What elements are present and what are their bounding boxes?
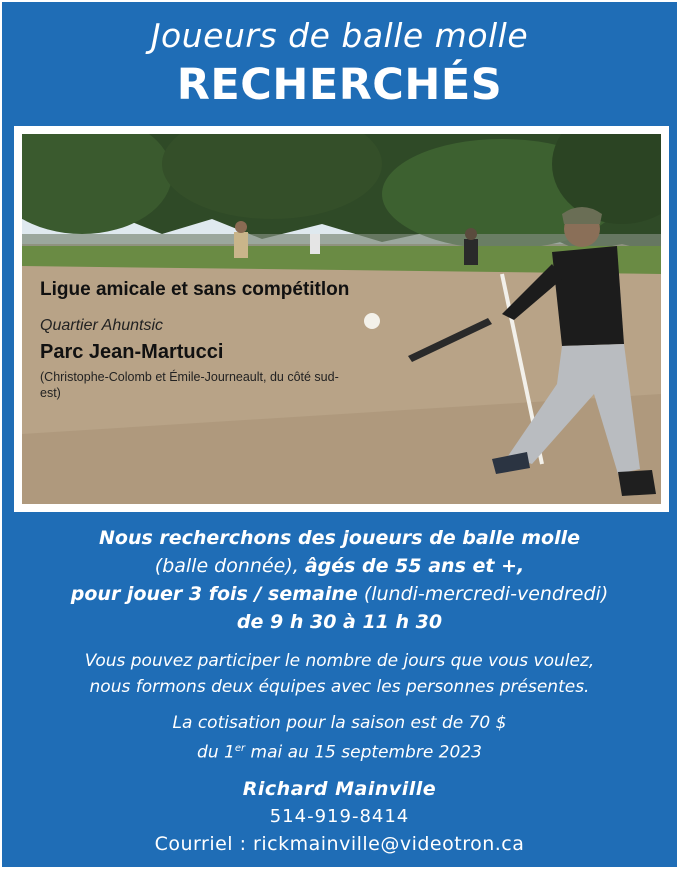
- quarter-text: Quartier Ahuntsic: [40, 317, 164, 334]
- body-line-2b: âgés de 55 ans et +,: [304, 555, 525, 577]
- fee-line-1: La cotisation pour la saison est de 70 $: [172, 713, 507, 733]
- contact-email: Courriel : rickmainville@videotron.ca: [154, 832, 525, 855]
- contact-phone: 514-919-8414: [269, 805, 410, 827]
- contact-name: Richard Mainville: [242, 777, 437, 800]
- photo-caption: [40, 279, 460, 401]
- body-line-3b: (lundi-mercredi-vendredi): [357, 583, 609, 605]
- poster: [2, 2, 677, 867]
- body-line-1: Nous recherchons des joueurs de balle molle: [98, 527, 581, 549]
- fee-line-2a: du 1: [197, 742, 235, 763]
- title-line-1: Joueurs de balle molle: [150, 16, 529, 55]
- park-address: (Christophe-Colomb et Émile-Journeault, du côté sud-est): [40, 370, 339, 400]
- title-line-2: RECHERCHÉS: [176, 60, 503, 110]
- softball-photo: [22, 134, 661, 504]
- body-line-4: de 9 h 30 à 11 h 30: [236, 611, 443, 633]
- league-text: Ligue amicale et sans compétitlon: [40, 279, 350, 300]
- participation-line-2: nous formons deux équipes avec les personnes présentes.: [89, 677, 590, 697]
- body-line-2a: (balle donnée),: [154, 555, 305, 577]
- park-name: Parc Jean-Martucci: [40, 341, 224, 363]
- participation-paragraph: [2, 648, 677, 700]
- body-line-3: [2, 580, 677, 608]
- body-text: [2, 524, 677, 855]
- photo-frame: [14, 126, 669, 512]
- fee-paragraph: [2, 710, 677, 766]
- fee-line-2b: mai au 15 septembre 2023: [245, 742, 482, 763]
- body-line-2: [2, 552, 677, 580]
- participation-line-1: Vous pouvez participer le nombre de jours que vous voulez,: [84, 651, 595, 671]
- fee-line-2-sup: er: [234, 743, 246, 754]
- fee-line-2: [2, 736, 677, 766]
- body-line-3a: pour jouer 3 fois / semaine: [70, 583, 358, 605]
